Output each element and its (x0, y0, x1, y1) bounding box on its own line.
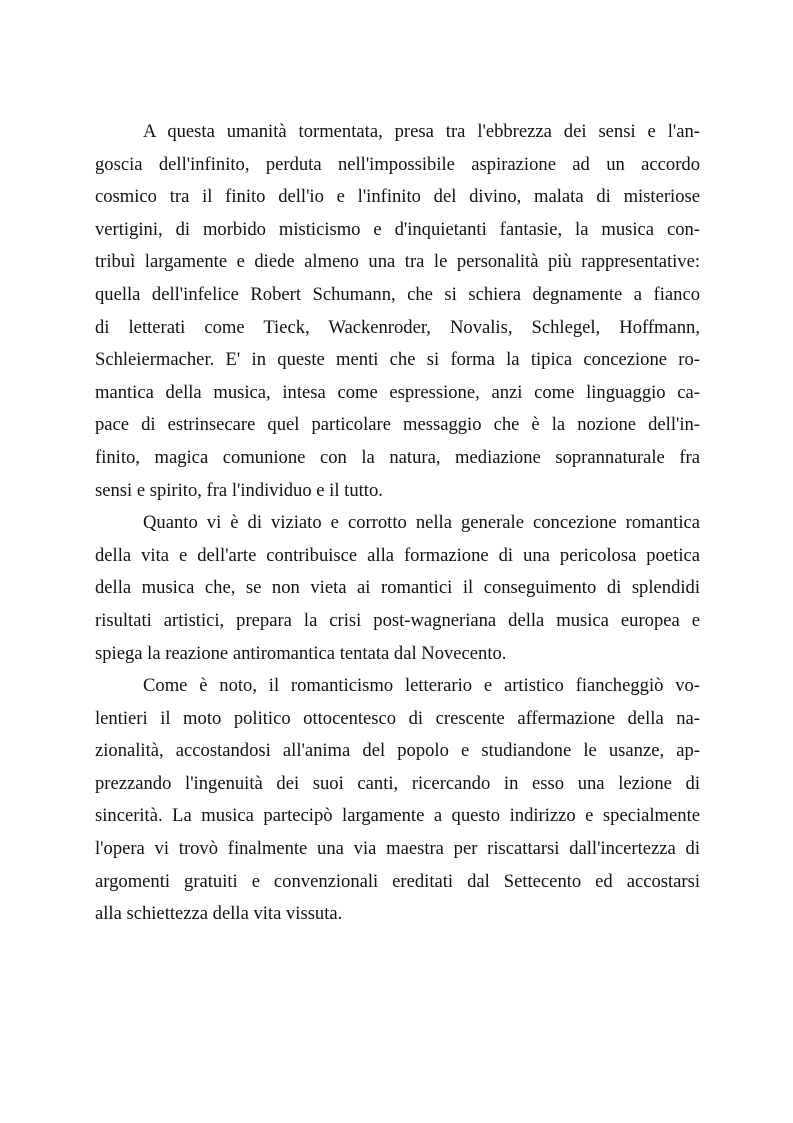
paragraph-3-line-6: l'opera vi trovò finalmente una via maestra per riscattarsi dall'incertezza di (95, 838, 700, 860)
paragraph-3-line-1: Come è noto, il romanticismo letterario e artistico fiancheggiò vo- (143, 675, 700, 697)
body-text (95, 116, 700, 931)
paragraph-1-line-10: pace di estrinsecare quel particolare messaggio che è la nozione dell'in- (95, 414, 700, 436)
paragraph-3-line-3: zionalità, accostandosi all'anima del popolo e studiandone le usanze, ap- (95, 740, 700, 762)
paragraph-1-line-12: sensi e spirito, fra l'individuo e il tutto. (95, 479, 383, 501)
paragraph-1-line-11: finito, magica comunione con la natura, mediazione soprannaturale fra (95, 446, 700, 468)
paragraph-2-line-5: spiega la reazione antiromantica tentata dal Novecento. (95, 642, 507, 664)
paragraph-1-line-3: cosmico tra il finito dell'io e l'infinito del divino, malata di misteriose (95, 186, 700, 208)
paragraph-1-line-7: di letterati come Tieck, Wackenroder, Novalis, Schlegel, Hoffmann, (95, 316, 700, 338)
paragraph-3-line-2: lentieri il moto politico ottocentesco di crescente affermazione della na- (95, 707, 700, 729)
paragraph-3-line-5: sincerità. La musica partecipò largamente a questo indirizzo e specialmente (95, 805, 700, 827)
paragraph-1-line-5: tribuì largamente e diede almeno una tra le personalità più rappresentative: (95, 251, 700, 273)
paragraph-2-line-2: della vita e dell'arte contribuisce alla formazione di una pericolosa poetica (95, 544, 700, 566)
paragraph-1-line-9: mantica della musica, intesa come espressione, anzi come linguaggio ca- (95, 381, 700, 403)
paragraph-1-line-2: goscia dell'infinito, perduta nell'impossibile aspirazione ad un accordo (95, 153, 700, 175)
paragraph-2-line-4: risultati artistici, prepara la crisi post-wagneriana della musica europea e (95, 609, 700, 631)
paragraph-3-line-7: argomenti gratuiti e convenzionali ereditati dal Settecento ed accostarsi (95, 870, 700, 892)
paragraph-2-line-3: della musica che, se non vieta ai romantici il conseguimento di splendidi (95, 577, 700, 599)
paragraph-2-line-1: Quanto vi è di viziato e corrotto nella generale concezione romantica (143, 512, 700, 534)
paragraph-1-line-8: Schleiermacher. E' in queste menti che si forma la tipica concezione ro- (95, 349, 700, 371)
paragraph-3-line-4: prezzando l'ingenuità dei suoi canti, ricercando in esso una lezione di (95, 772, 700, 794)
paragraph-3-line-8: alla schiettezza della vita vissuta. (95, 903, 343, 925)
paragraph-1-line-1: A questa umanità tormentata, presa tra l'ebbrezza dei sensi e l'an- (143, 121, 700, 142)
paragraph-1-line-6: quella dell'infelice Robert Schumann, che si schiera degnamente a fianco (95, 283, 700, 305)
paragraph-1-line-4: vertigini, di morbido misticismo e d'inquietanti fantasie, la musica con- (95, 218, 700, 240)
